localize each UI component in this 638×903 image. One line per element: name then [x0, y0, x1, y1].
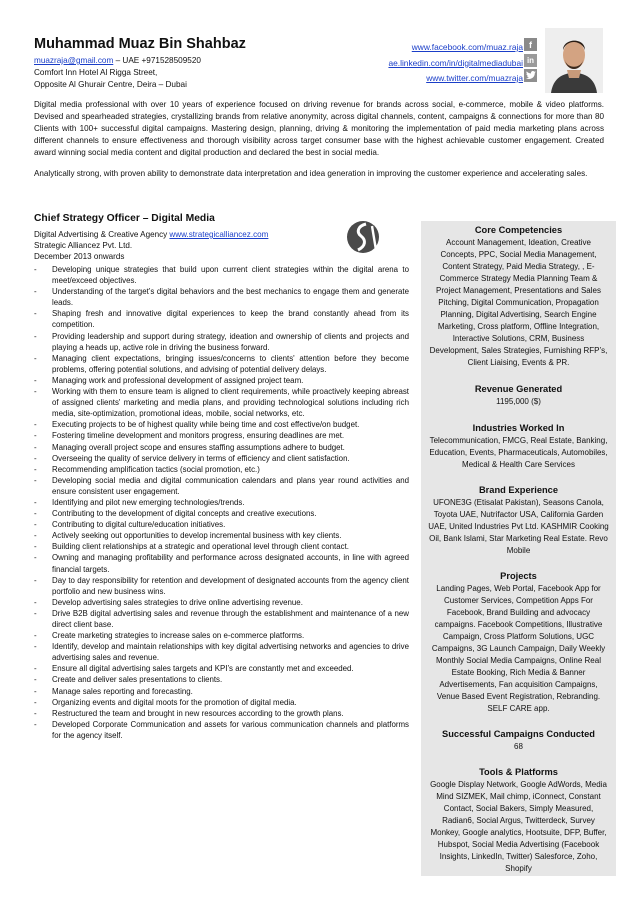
job-title: Chief Strategy Officer – Digital Media [34, 213, 215, 224]
duty-item: - Actively seeking out opportunities to develop incremental business with key clients. [34, 530, 409, 541]
company-logo [346, 220, 382, 254]
duty-item: - Developing social media and digital communication calendars and plans year round activities and ensure consistent user engagement. [34, 475, 409, 497]
industries-heading: Industries Worked In [472, 423, 565, 433]
duty-item: - Executing projects to be of highest quality while being time and cost effective/on budget. [34, 419, 409, 430]
campaigns-value: 68 [514, 742, 523, 751]
projects-section [421, 569, 616, 715]
duty-item: - Building client relationships at a strategic and operational level through client contact. [34, 541, 409, 552]
tools-text: Google Display Network, Google AdWords, Media Mind SIZMEK, Mail chimp, iConnect, Constant Contact, Social Bakers, Simply Measured, Radian6, Social Argus, Twitterdeck, Survey Monkey, Google analytics, Hootsuite, DFP, Buffer, Hubspot, Social Media Advertising (Facebook Insights, LinkedIn, Twitter) Salesforce, Zoho, Shopify [430, 780, 607, 873]
linkedin-icon[interactable]: in [524, 54, 537, 67]
duty-item: - Create and deliver sales presentations to clients. [34, 674, 409, 685]
brand-heading: Brand Experience [478, 485, 559, 495]
professional-summary [34, 99, 604, 189]
duty-item: - Develop advertising sales strategies to drive online advertising revenue. [34, 597, 409, 608]
campaigns-heading: Successful Campaigns Conducted [442, 729, 595, 739]
duty-item: - Developing unique strategies that build upon current client strategies within the digital arena to meet/exceed objectives. [34, 264, 409, 286]
duty-item: - Owning and managing profitability and performance across designated accounts, in line with agreed financial targets. [34, 552, 409, 574]
address-line-2: Opposite Al Ghurair Centre, Deira – Dubai [34, 80, 187, 89]
duty-item: - Contributing to the development of digital concepts and creative executions. [34, 508, 409, 519]
social-links [388, 40, 523, 87]
facebook-icon[interactable]: f [524, 38, 537, 51]
revenue-section [421, 382, 616, 408]
duty-item: - Identify, develop and maintain relationships with key digital advertising networks and agencies to drive advertising sales and revenue. [34, 641, 409, 663]
projects-heading: Projects [500, 571, 537, 581]
revenue-heading: Revenue Generated [474, 384, 563, 394]
email-phone-line [34, 55, 201, 67]
social-icons [524, 38, 538, 85]
duty-item: - Managing overall project scope and ensures staffing assumptions adhere to budget. [34, 442, 409, 453]
profile-photo [545, 28, 603, 93]
twitter-icon[interactable] [524, 69, 537, 82]
candidate-name: Muhammad Muaz Bin Shahbaz [34, 36, 246, 52]
company-name: Strategic Alliancez Pvt. Ltd. [34, 241, 133, 251]
core-competencies-text: Account Management, Ideation, Creative Concepts, PPC, Social Media Management, Content Strategy, Paid Media Strategy, , E-Commerce Strategy Media Planning Team & Project Management, Presentations and Sales Pitching, Digital Communication, Propagation Planning, Digital Advertising, Search Engine Marketing, Cross platform, Offline Integration, Interactive Solutions, CRM, Business Development, Sales Strategies, Furnishing RFP’s, Client Liaising, Events & PR. [429, 238, 608, 367]
revenue-value: 1195,000 ($) [496, 397, 541, 406]
job-duties-list [34, 264, 409, 741]
contact-block [34, 55, 201, 91]
duty-item: - Ensure all digital advertising sales targets and KPI’s are constantly met and exceeded. [34, 663, 409, 674]
projects-text: Landing Pages, Web Portal, Facebook App for Customer Services, Competition Apps For Facebook, Brand Building and advocacy campaigns. Facebook Competitions, Illustrative Campaign, Cross Platform Solutions, UGC Campaigns, 3G Launch Campaign, Daily Weekly Monthly Social Media Campaigns, Online Real Estate Booking, Rich Media & Banner Advertisements, Fan acquisition Campaigns, Venue Based Event Registration, Rebranding. SELF CARE app. [431, 584, 606, 713]
industries-section [421, 421, 616, 471]
duty-item: - Create marketing strategies to increase sales on e-commerce platforms. [34, 630, 409, 641]
industries-text: Telecommunication, FMCG, Real Estate, Banking, Education, Events, Pharmaceuticals, Automobiles, Medical & Health Care Services [429, 436, 608, 469]
duty-item: - Fostering timeline development and monitors progress, ensuring deadlines are met. [34, 430, 409, 441]
duty-item: - Shaping fresh and innovative digital experiences to keep the brand constantly ahead from its competition. [34, 308, 409, 330]
duty-item: - Drive B2B digital advertising sales and revenue through the establishment and maintenance of a new direct client base. [34, 608, 409, 630]
summary-paragraph-2: Analytically strong, with proven ability to demonstrate data interpretation and idea generation in improving the customer experience and accelerating sales. [34, 169, 588, 178]
duty-item: - Understanding of the target’s digital behaviors and the best mechanics to engage them and generate leads. [34, 286, 409, 308]
tools-heading: Tools & Platforms [479, 767, 558, 777]
duty-item: - Identifying and pilot new emerging technologies/trends. [34, 497, 409, 508]
job-meta [34, 229, 334, 263]
core-competencies-section [421, 223, 616, 369]
duty-item: - Overseeing the quality of service delivery in terms of efficiency and client satisfaction. [34, 453, 409, 464]
duty-item: - Managing client expectations, bringing issues/concerns to clients' attention before they become problems, offering potential solutions, and advising of potential delivery delays. [34, 353, 409, 375]
duty-item: - Manage sales reporting and forecasting. [34, 686, 409, 697]
duty-item: - Contributing to digital culture/education initiatives. [34, 519, 409, 530]
duty-item: - Providing leadership and support during strategy, ideation and ownership of clients and projects and playing a heads up, active role in driving the business forward. [34, 331, 409, 353]
facebook-link[interactable]: www.facebook.com/muaz.raja [411, 42, 523, 52]
duty-item: - Working with them to ensure team is aligned to client requirements, while proactively keeping abreast of assigned clients' marketing and media plans, and providing technological solutions including rich media, site-optimization, promotional ideas, mobile, social networks, etc. [34, 386, 409, 419]
brand-section [421, 483, 616, 557]
duty-item: - Developed Corporate Communication and assets for various communication channels and platforms for the agency itself. [34, 719, 409, 741]
twitter-link[interactable]: www.twitter.com/muazraja [426, 73, 523, 83]
duty-item: - Recommending amplification tactics (social promotion, etc.) [34, 464, 409, 475]
job-dates: December 2013 onwards [34, 252, 125, 262]
sidebar [421, 221, 616, 876]
duty-item: - Organizing events and digital moots for the promotion of digital media. [34, 697, 409, 708]
summary-paragraph-1: Digital media professional with over 10 years of experience focused on driving revenue for brands across social, e-commerce, mobile & video platforms. Devised and spearheaded strategies, crystallizing brands from relative anonymity, across digital channels, content, campaigns & connections for more than 80 Clients with 100+ successful digital campaigns. Mastering design, planning, driving & monitoring the implementation of paid media marketing plans across different channels to ensure effectiveness and thorough visibility across target consumer base with the highest achievable customer engagement. Created award winning social media content and digital production and declared the best in social media. [34, 100, 604, 157]
linkedin-link[interactable]: ae.linkedin.com/in/digitalmediadubai [388, 57, 523, 68]
duty-item: - Restructured the team and brought in new resources according to the growth plans. [34, 708, 409, 719]
phone-text: – UAE +971528509520 [113, 56, 201, 65]
company-website-link[interactable]: www.strategicalliancez.com [169, 230, 269, 239]
tools-section [421, 765, 616, 875]
email-link[interactable]: muazraja@gmail.com [34, 56, 114, 65]
brand-text: UFONE3G (Etisalat Pakistan), Seasons Canola, Toyota UAE, Nutrifactor USA, California Garden UAE, United Industries Pvt Ltd. KASHMIR Cooking Oil, Bank Islami, Star Marketing Real Estate. Revo Mobile [428, 498, 609, 555]
duty-item: - Managing work and professional development of assigned project team. [34, 375, 409, 386]
core-competencies-heading: Core Competencies [474, 225, 563, 235]
campaigns-section [421, 727, 616, 753]
company-line [34, 229, 334, 240]
address-line-1: Comfort Inn Hotel Al Rigga Street, [34, 68, 158, 77]
duty-item: - Day to day responsibility for retention and development of designated accounts from the agency client portfolio and new business wins. [34, 575, 409, 597]
company-type: Digital Advertising & Creative Agency [34, 230, 170, 239]
